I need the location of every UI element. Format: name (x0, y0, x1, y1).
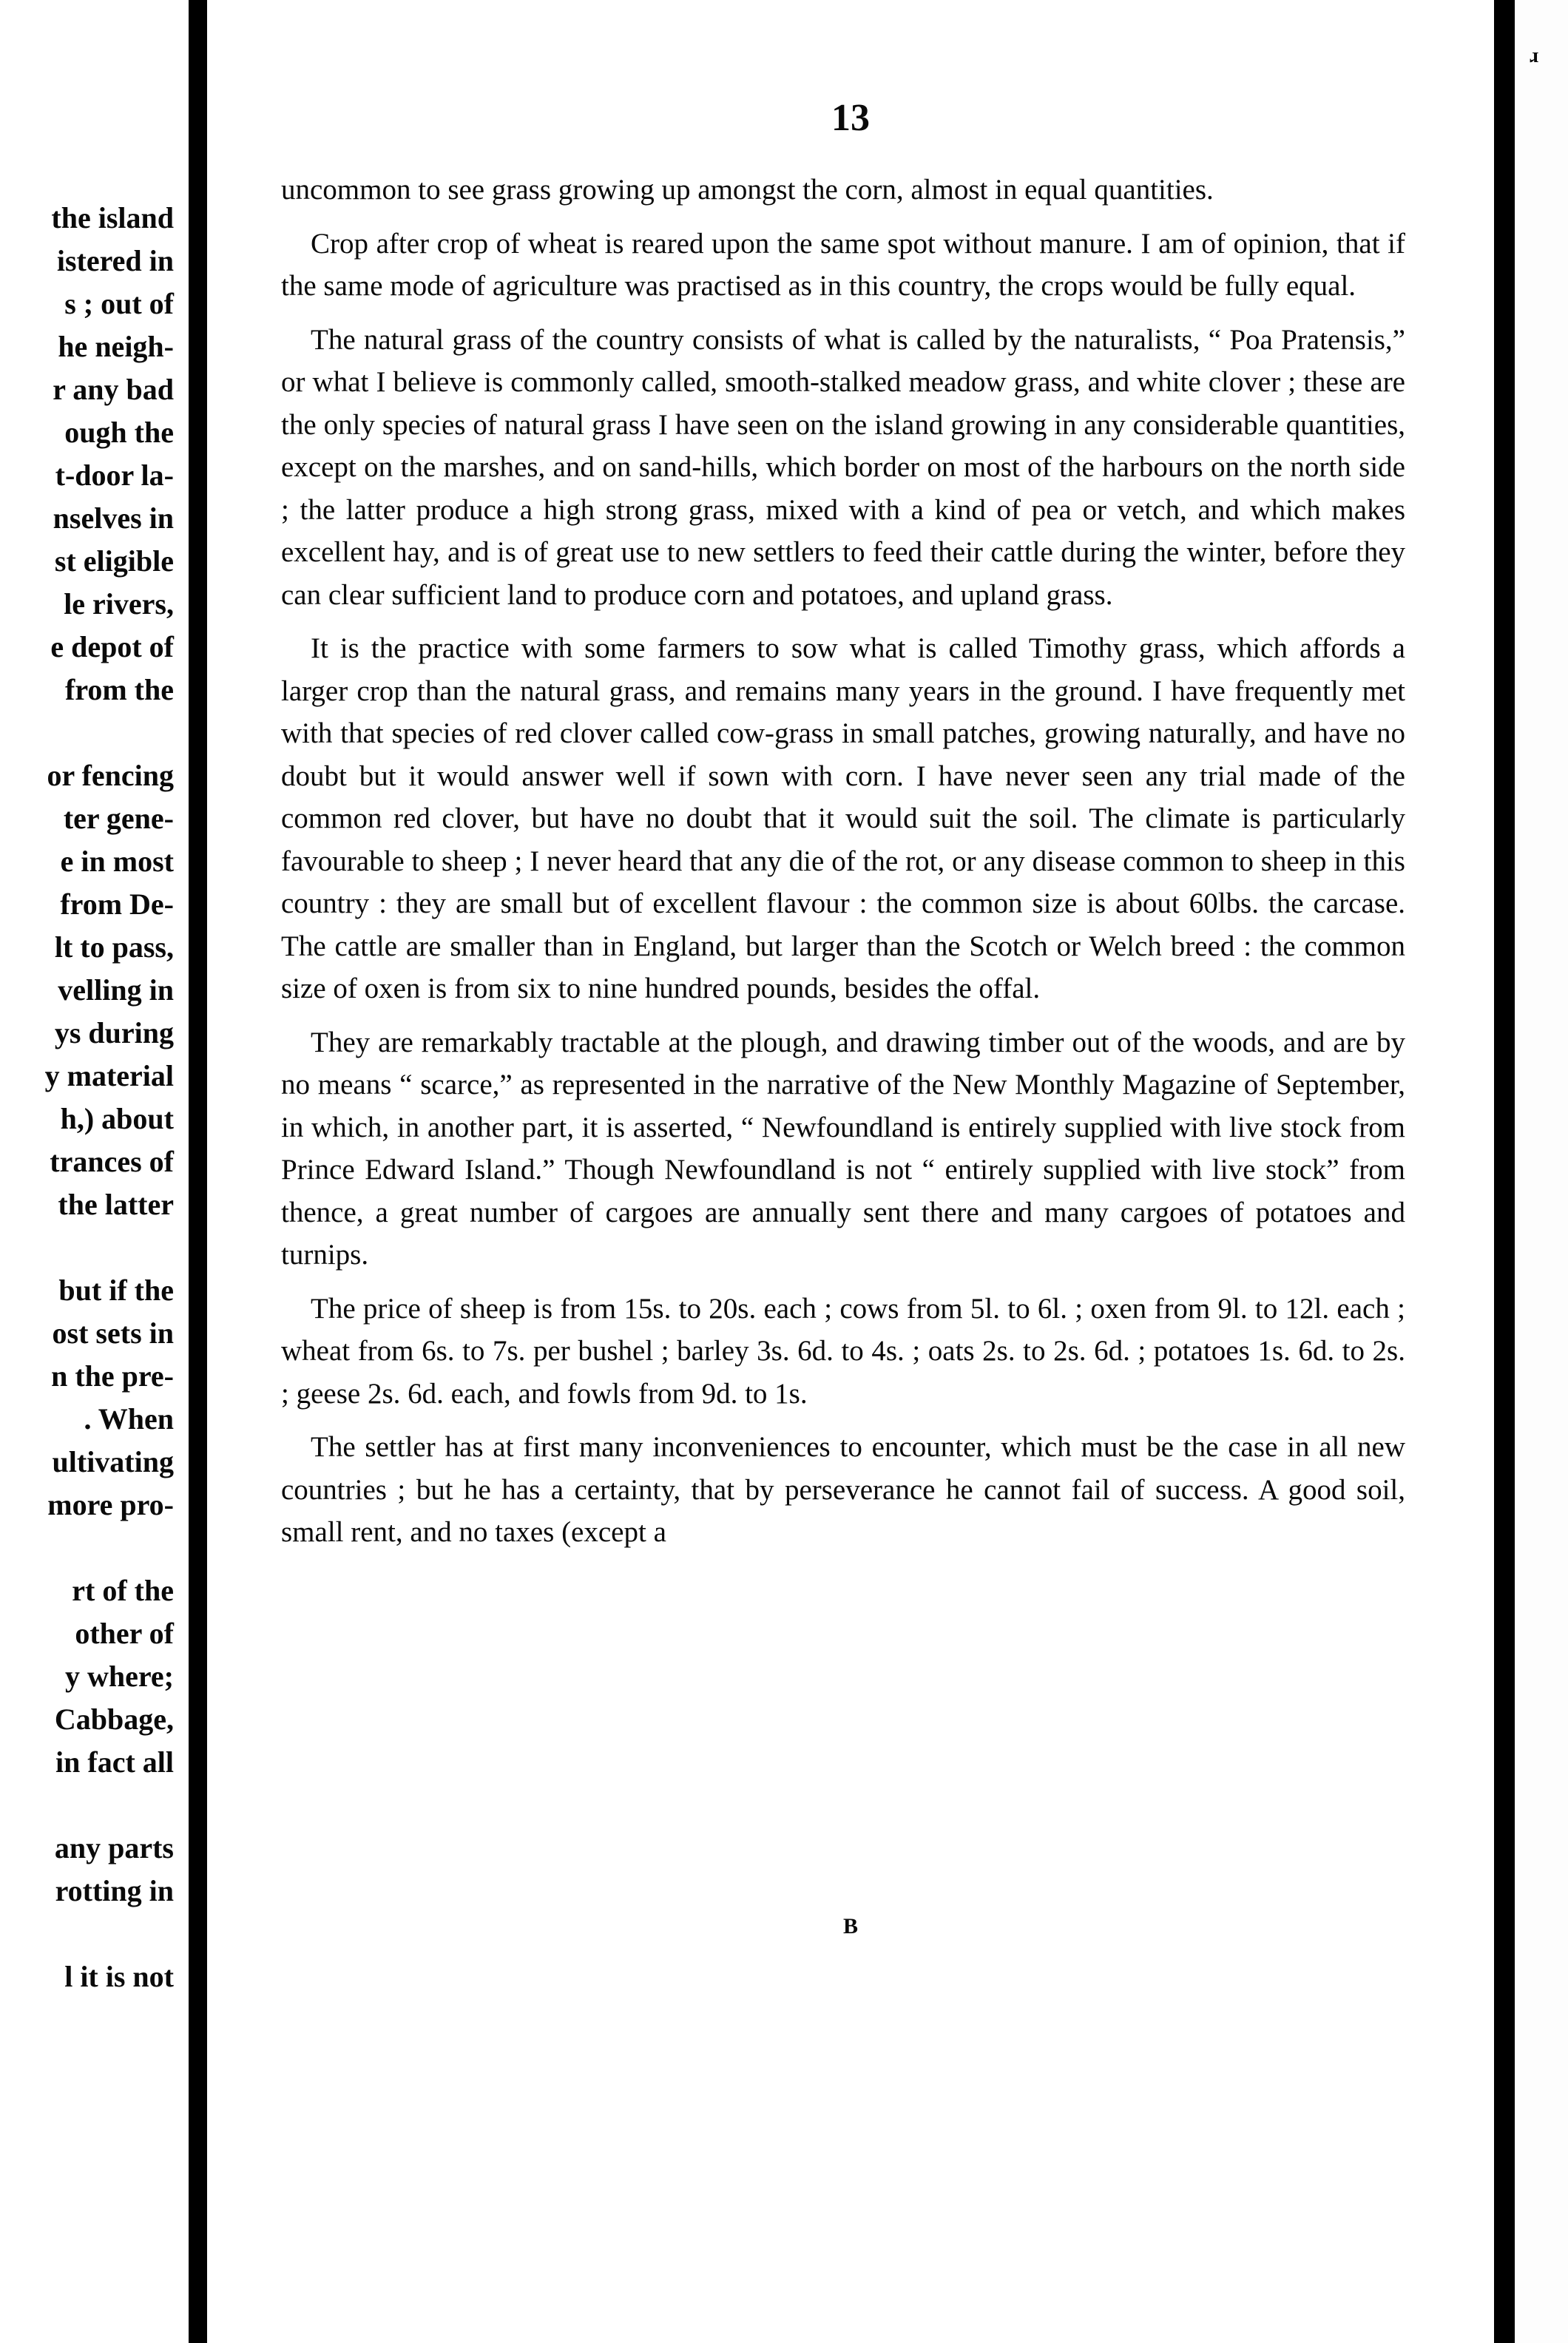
facing-page-line: s ; out of (64, 287, 174, 320)
facing-page-line: h,) about (60, 1102, 174, 1135)
facing-page-line: ter gene- (63, 802, 174, 835)
facing-page-line: he neigh- (58, 330, 174, 363)
facing-page-line: more pro- (47, 1488, 174, 1521)
facing-page-line: any parts (54, 1831, 174, 1864)
facing-page-line: lt to pass, (54, 930, 174, 964)
facing-page-line: istered in (56, 244, 174, 277)
paragraph: It is the practice with some farmers to sow what is called Timothy grass, which affords a larger crop than the natural grass, and remains many years in the ground. I have frequently met with that species of red clover called cow-grass in small patches, growing naturally, and have no doubt but it would answer well if sown with corn. I have never seen any trial made of the common red clover, but have no doubt that it would suit the soil. The climate is particularly favourable to sheep ; I never heard that any die of the rot, or any disease common to sheep in this country : they are small but of excellent flavour : the common size is about 60lbs. the carcase. The cattle are smaller than in England, but larger than the Scotch or Welch breed : the common size of oxen is from six to nine hundred pounds, besides the offal. (281, 632, 1405, 1004)
facing-page-line: rt of the (72, 1574, 174, 1607)
facing-page-line: from De- (60, 888, 174, 921)
facing-page-line: . When (84, 1402, 174, 1436)
facing-page-line: in fact all (55, 1745, 174, 1779)
facing-page-line: or fencing (47, 759, 174, 792)
facing-page-line: ultivating (52, 1445, 174, 1478)
facing-page-line: ough the (64, 416, 174, 449)
page-number: 13 (831, 97, 870, 139)
facing-page-line: from the (65, 673, 174, 706)
facing-page-line: Cabbage, (54, 1703, 174, 1736)
facing-page-line: ost sets in (52, 1316, 174, 1350)
paragraph: The settler has at first many inconveniences to encounter, which must be the case in all new countries ; but he has a certainty, that by perseverance he cannot fail of success. A good soil, small rent, and no taxes (except a (281, 1431, 1405, 1548)
facing-page-line: y material (44, 1059, 174, 1092)
facing-page-line: other of (75, 1617, 174, 1650)
facing-page-line: le rivers, (64, 587, 174, 621)
facing-page-line: velling in (58, 973, 174, 1007)
page-body (281, 169, 1405, 1554)
facing-page-line: the island (51, 201, 174, 234)
facing-page-line: but if the (58, 1274, 174, 1307)
facing-page-line: st eligible (54, 544, 174, 578)
book-page (207, 0, 1494, 2343)
facing-page-line: the latter (58, 1188, 174, 1221)
facing-page-line: trances of (50, 1145, 174, 1178)
facing-page-line: t-door la- (55, 459, 174, 492)
scan-border (1494, 0, 1515, 2343)
facing-page-line: l it is not (64, 1960, 174, 1993)
paragraph: uncommon to see grass growing up amongst the corn, almost in equal quantities. (281, 174, 1214, 206)
facing-page-fragment (0, 0, 189, 2343)
paragraph: The price of sheep is from 15s. to 20s. each ; cows from 5l. to 6l. ; oxen from 9l. to 12l. each ; wheat from 6s. to 7s. per bushel ; barley 3s. 6d. to 4s. ; oats 2s. to 2s. 6d. ; potatoes 1s. 6d. to 2s. ; geese 2s. 6d. each, and fowls from 9d. to 1s. (281, 1292, 1405, 1410)
facing-page-line: r any bad (53, 373, 174, 406)
signature-mark: B (842, 1914, 858, 1938)
facing-page-line: ys during (54, 1016, 174, 1049)
facing-page-line: rotting in (55, 1874, 174, 1907)
paragraph: Crop after crop of wheat is reared upon the same spot without manure. I am of opinion, that if the same mode of agriculture was practised as in this country, the crops would be fully equal. (281, 227, 1405, 302)
facing-page-line: y where; (65, 1660, 174, 1693)
paragraph: They are remarkably tractable at the plough, and drawing timber out of the woods, and are by no means “ scarce,” as represented in the narrative of the New Monthly Magazine of September, in which, in another part, it is asserted, “ Newfoundland is entirely supplied with live stock from Prince Edward Island.” Though Newfoundland is not “ entirely supplied with live stock” from thence, a great number of cargoes are annually sent there and many cargoes of potatoes and turnips. (281, 1026, 1405, 1271)
facing-page-line: nselves in (53, 501, 174, 535)
facing-page-line: n the pre- (51, 1359, 174, 1393)
facing-page-line: e in most (60, 845, 174, 878)
edge-mark: ɹ (1530, 44, 1539, 67)
paragraph: The natural grass of the country consists of what is called by the naturalists, “ Poa Pratensis,” or what I believe is commonly called, smooth-stalked meadow grass, and white clover ; these are the only species of natural grass I have seen on the island growing in any considerable quantities, except on the marshes, and on sand-hills, which border on most of the harbours on the north side ; the latter produce a high strong grass, mixed with a kind of pea or vetch, and which makes excellent hay, and is of great use to new settlers to feed their cattle during the winter, before they can clear sufficient land to produce corn and potatoes, and upland grass. (281, 323, 1405, 611)
page-edge (1515, 0, 1568, 2343)
facing-page-line: e depot of (50, 630, 174, 663)
